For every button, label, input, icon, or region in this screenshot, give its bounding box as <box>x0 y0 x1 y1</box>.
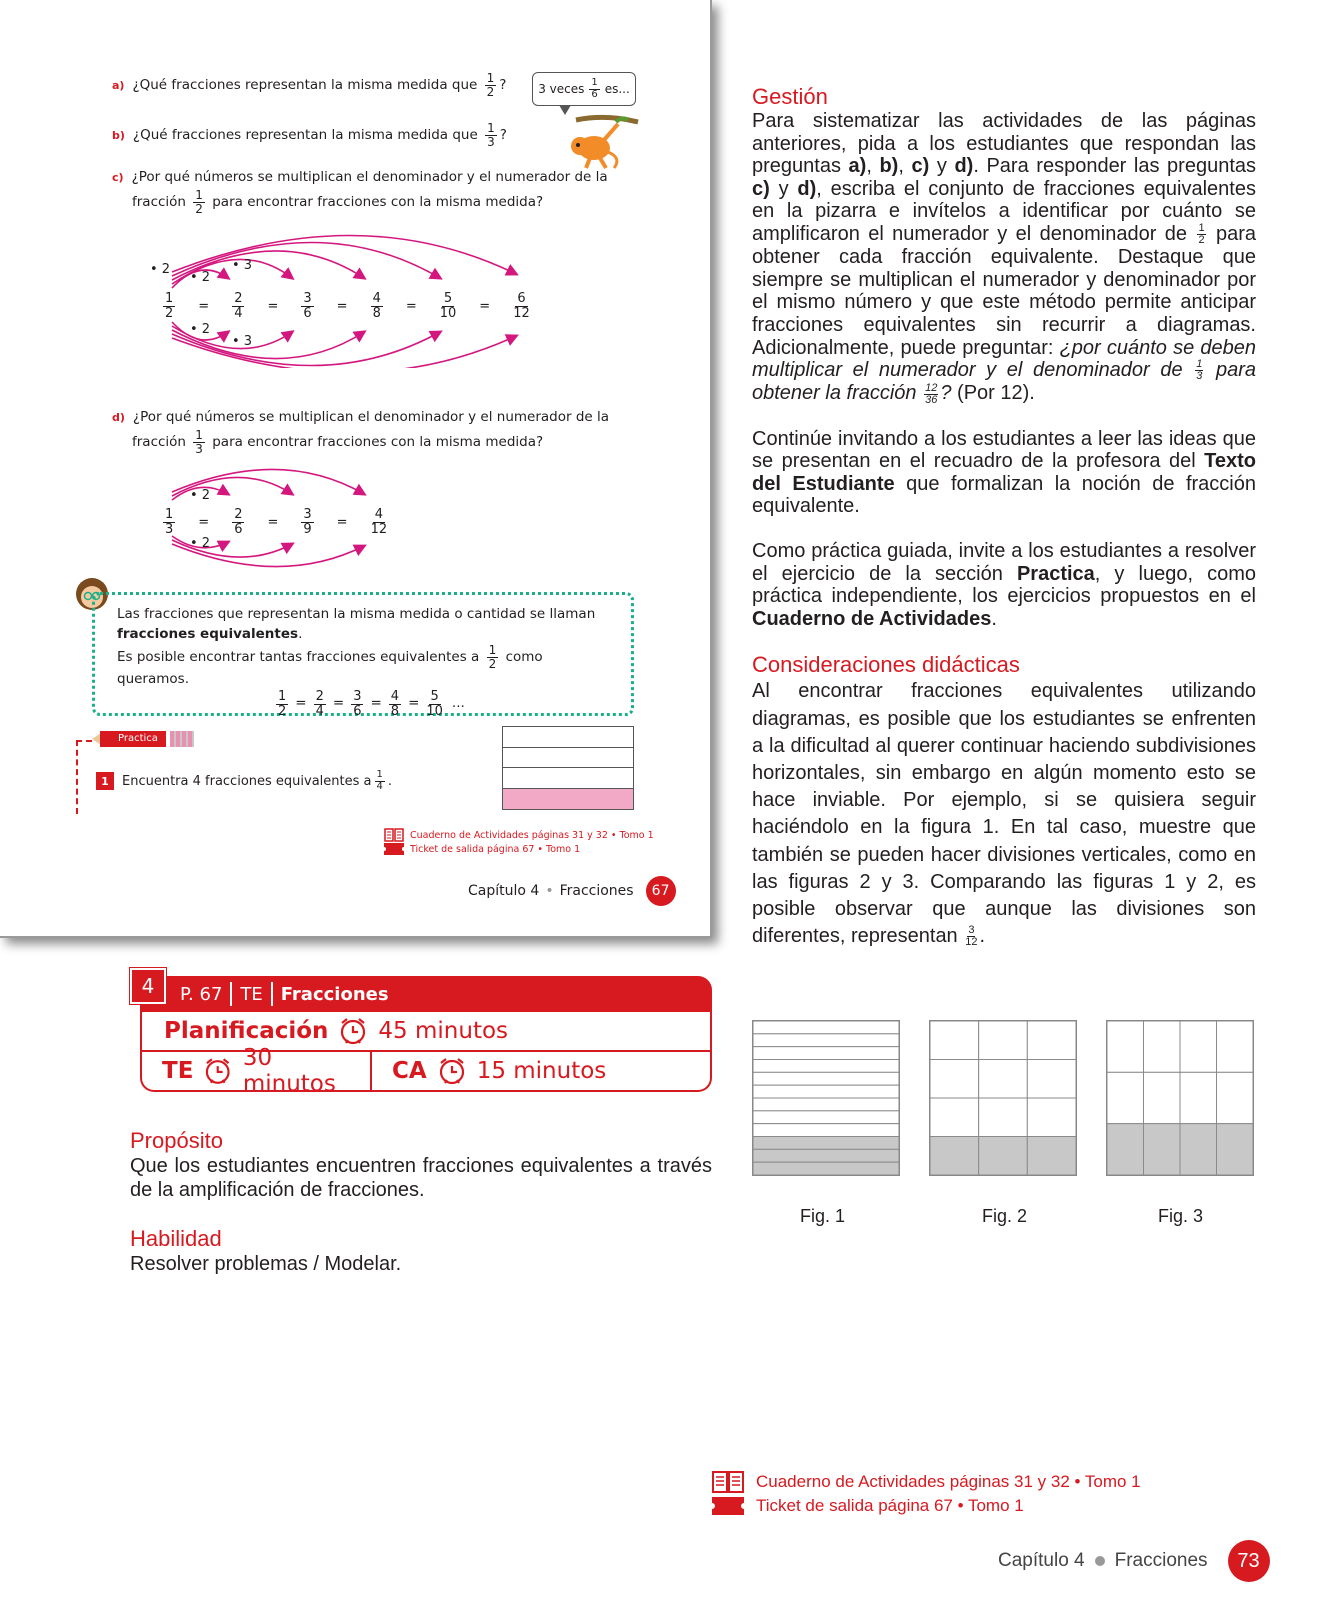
exercise-1 <box>96 770 392 792</box>
fraction <box>371 292 383 320</box>
numerator: 1 <box>488 643 497 658</box>
numerator: 3 <box>303 291 312 306</box>
grid-cell <box>1180 1021 1217 1072</box>
question-c-line2-post: para encontrar fracciones con la misma medida? <box>212 194 544 211</box>
definition-box <box>92 592 634 719</box>
fraction <box>513 292 530 320</box>
bubble-fraction <box>589 78 599 100</box>
grid-cell <box>930 1060 979 1099</box>
small-ref-ticket-text: Ticket de salida página 67 • Tomo 1 <box>410 843 581 855</box>
definition-period: . <box>298 625 303 642</box>
planificacion-time: 45 minutos <box>378 1018 509 1044</box>
figure-3-label: Fig. 3 <box>1158 1206 1204 1226</box>
book-page-number: 67 <box>646 876 676 906</box>
arrow-top-4 <box>172 242 440 278</box>
numerator: 2 <box>234 507 243 522</box>
figure-1-diagram <box>752 1020 900 1176</box>
definition-line1: Las fracciones que representan la misma medida o cantidad se llaman <box>117 606 596 622</box>
denominator: 12 <box>965 936 978 949</box>
grid-cell <box>930 1098 979 1137</box>
denominator: 8 <box>390 703 400 719</box>
shaded-cell <box>1217 1124 1254 1175</box>
figure-2-label: Fig. 2 <box>982 1206 1028 1226</box>
denominator: 2 <box>165 305 174 321</box>
equals-sign: = <box>336 298 348 314</box>
denominator: 2 <box>195 201 203 216</box>
bold-run: Practica <box>1016 562 1095 585</box>
bold-run: d) <box>797 177 817 200</box>
alarm-clock-icon <box>203 1056 232 1086</box>
numerator: 3 <box>353 688 362 704</box>
consideraciones-paragraph <box>752 678 1256 950</box>
text-run: y <box>929 155 955 178</box>
equals-sign: = <box>295 695 307 712</box>
numerator: 5 <box>430 688 439 704</box>
text-run: . Para responder las preguntas <box>973 155 1257 178</box>
book-page-footer <box>468 876 676 906</box>
grid-cell <box>753 1124 899 1137</box>
numerator: 1 <box>165 507 174 522</box>
chapter-dot: • <box>545 883 554 899</box>
ca-cell <box>372 1052 606 1090</box>
question-c-letter: c) <box>112 171 124 184</box>
inline-fraction <box>1195 359 1203 382</box>
separator-dot <box>1095 1556 1105 1566</box>
denominator: 8 <box>372 305 381 321</box>
question-c-line1: ¿Por qué números se multiplican el denominador y el numerador de la <box>131 169 608 185</box>
question-mark: ? <box>499 127 507 144</box>
habilidad-heading: Habilidad <box>130 1226 222 1251</box>
gestion-heading: Gestión <box>752 84 828 109</box>
grid-cell <box>930 1021 979 1060</box>
equals-sign: = <box>267 298 279 314</box>
chapter-label: Capítulo 4 <box>468 883 540 899</box>
numerator: 2 <box>234 291 243 306</box>
exercise-period: . <box>387 773 393 789</box>
shaded-cell <box>1144 1124 1181 1175</box>
grid-cell <box>753 1098 899 1111</box>
shaded-cell <box>979 1137 1028 1176</box>
divider <box>271 982 273 1006</box>
denominator: 12 <box>513 305 530 321</box>
denominator: 6 <box>303 305 312 321</box>
planning-te: TE <box>240 983 263 1005</box>
question-a-fraction <box>485 72 497 98</box>
denominator: 6 <box>353 703 362 719</box>
grid-cell <box>753 1021 899 1034</box>
chapter-title: Fracciones <box>559 883 634 899</box>
question-c <box>112 166 640 215</box>
denominator: 6 <box>234 521 243 537</box>
grid-cell <box>1027 1021 1076 1060</box>
numerator: 1 <box>195 427 203 442</box>
planning-box <box>130 968 712 1097</box>
text-run: (Por 12). <box>951 382 1035 405</box>
question-mark: ? <box>499 77 507 94</box>
definition-line3-pre: Es posible encontrar tantas fracciones equivalentes a <box>117 649 480 666</box>
ellipsis: ... <box>451 695 465 712</box>
question-b-text: ¿Qué fracciones representan la misma medida que <box>132 127 478 144</box>
mult-label-top-2: • 2 <box>150 262 171 277</box>
shaded-cell <box>753 1137 899 1150</box>
definition-chain <box>273 690 615 718</box>
rect-row <box>503 768 633 789</box>
text-run: Como práctica guiada, invite a los estudiantes a resolver el ejercicio de la sección <box>752 539 1256 585</box>
question-c-line2-pre: fracción <box>132 194 186 211</box>
text-run: y <box>769 177 798 200</box>
equals-sign: = <box>198 514 210 530</box>
bold-run: c) <box>911 155 930 178</box>
shaded-cell <box>1107 1124 1144 1175</box>
denominator: 3 <box>487 134 495 149</box>
text-run: , escriba el conjunto de fracciones equivalentes en la pizarra e invítelos a identificar por cuánto se amplificaron el numerador y el denominador de <box>752 177 1256 245</box>
arrow-bottom-4 <box>172 332 440 366</box>
numerator: 6 <box>517 291 526 306</box>
grid-cell <box>1027 1060 1076 1099</box>
mult-label-top-3: • 3 <box>232 258 253 273</box>
te-time: 30 minutos <box>242 1045 336 1097</box>
fraction <box>371 508 388 536</box>
equals-sign: = <box>267 514 279 530</box>
equals-sign: = <box>479 298 491 314</box>
ref-cuaderno <box>712 1470 1141 1494</box>
ticket-icon <box>384 843 404 855</box>
rect-row <box>503 748 633 769</box>
grid-cell <box>753 1072 899 1085</box>
text-run: Continúe invitando a los estudiantes a leer las ideas que se presentan en el recuadro de la profesora del <box>752 427 1256 473</box>
denominator: 4 <box>315 703 324 719</box>
denominator: 2 <box>278 703 287 719</box>
grid-cell <box>1107 1021 1144 1072</box>
student-book-page <box>0 0 712 938</box>
te-cell <box>142 1045 372 1097</box>
gestion-paragraph-2 <box>752 428 1256 518</box>
small-ref-cuaderno-text: Cuaderno de Actividades páginas 31 y 32 • Tomo 1 <box>410 829 654 841</box>
numerator: 3 <box>968 924 975 937</box>
planning-header <box>140 976 712 1012</box>
text-run: . <box>991 607 997 630</box>
definition-term <box>117 625 615 645</box>
grid-cell <box>979 1060 1028 1099</box>
mult-label-top-2: • 2 <box>190 488 211 503</box>
numerator: 1 <box>486 71 495 85</box>
grid-cell <box>1144 1021 1181 1072</box>
numerator: 1 <box>165 291 174 306</box>
fraction <box>163 508 175 536</box>
denominator: 2 <box>488 656 497 671</box>
numerator: 1 <box>487 121 495 135</box>
te-label: TE <box>162 1058 194 1084</box>
divider <box>230 982 232 1006</box>
numerator: 2 <box>315 688 324 704</box>
italic-run: para obtener la fracción <box>752 359 1256 405</box>
planning-body <box>140 1012 712 1097</box>
question-d-line2-pre: fracción <box>132 434 186 451</box>
equals-sign: = <box>408 695 420 712</box>
grid-cell <box>979 1021 1028 1060</box>
question-d-letter: d) <box>112 411 125 424</box>
numerator: 1 <box>278 688 287 704</box>
shaded-cell <box>930 1137 979 1176</box>
fraction <box>163 292 175 320</box>
bubble-text: 3 veces <box>538 82 585 96</box>
grid-cell <box>753 1085 899 1098</box>
grid-cell <box>979 1098 1028 1137</box>
numerator: 1 <box>195 187 203 202</box>
exercise-text: Encuentra 4 fracciones equivalentes a <box>122 773 372 789</box>
text-run: Al encontrar fracciones equivalentes utilizando diagramas, es posible que los estudiantes se enfrenten a la dificultad al querer continuar haciendo subdivisiones horizontales, sin embargo en algún momento esto se hace inviable. Por ejemplo, si se quisiera seguir haciéndolo en la figura 1. En tal caso, muestre que también se pueden hacer divisiones verticales, como en las figuras 2 y 3. Comparando las figuras 1 y 2, es posible observar que aunque las divisiones son diferentes, representan <box>752 680 1256 948</box>
question-a <box>112 72 506 98</box>
fraction <box>314 690 326 718</box>
italic-run: ? <box>940 382 952 405</box>
numerator: 5 <box>443 291 453 306</box>
text-run: que formalizan la noción de fracción equivalente. <box>752 472 1256 518</box>
monkey-illustration <box>556 112 640 172</box>
book-icon <box>712 1470 744 1494</box>
denominator: 4 <box>234 305 243 321</box>
grid-cell <box>753 1047 899 1060</box>
bold-run: b) <box>879 155 899 178</box>
shaded-cell <box>1180 1124 1217 1175</box>
grid-cell <box>753 1034 899 1047</box>
grid-figure <box>753 1021 899 1175</box>
equals-sign: = <box>198 298 210 314</box>
question-a-text: ¿Qué fracciones representan la misma medida que <box>132 77 478 94</box>
grid-cell <box>1144 1072 1181 1123</box>
speech-bubble <box>532 72 636 106</box>
inline-fraction <box>924 383 938 406</box>
ticket-icon <box>712 1497 744 1515</box>
grid-figure <box>1107 1021 1253 1175</box>
proposito-heading: Propósito <box>130 1128 223 1153</box>
bubble-text-end: es... <box>604 82 630 96</box>
gestion-paragraph-1 <box>752 110 1256 406</box>
lesson-number: 4 <box>130 968 166 1004</box>
question-d-line1: ¿Por qué números se multiplican el denominador y el numerador de la <box>132 409 610 425</box>
figure-1-label: Fig. 1 <box>800 1206 846 1226</box>
arrow-top-5 <box>172 235 516 274</box>
exercise-number: 1 <box>96 772 114 790</box>
shaded-cell <box>753 1149 899 1162</box>
numerator: 1 <box>1198 222 1205 235</box>
ref-ticket-text: Ticket de salida página 67 • Tomo 1 <box>756 1496 1024 1515</box>
chapter-label: Capítulo 4 <box>998 1550 1085 1571</box>
text-run: para obtener cada fracción equivalente. Destaque que siempre se multiplican el numerador y denominador por el mismo número y que este método permite anticipar fracciones equivalentes sin recurrir a diagramas. Adicionalmente, puede preguntar: <box>752 222 1257 359</box>
mult-label-bottom-2: • 2 <box>190 322 211 337</box>
denominator: 9 <box>303 521 312 537</box>
text-run: , <box>866 155 880 178</box>
inline-fraction <box>965 925 977 948</box>
fraction <box>301 508 313 536</box>
planning-total-row <box>142 1012 710 1052</box>
numerator: 12 <box>925 381 938 394</box>
denominator: 10 <box>439 305 457 321</box>
rect-row <box>503 727 633 748</box>
definition-line3-post: como queramos. <box>117 649 543 688</box>
question-d-line2-post: para encontrar fracciones con la misma medida? <box>212 434 544 451</box>
grid-cell <box>1217 1072 1254 1123</box>
denominator: 4 <box>376 780 383 792</box>
denominator: 3 <box>165 521 174 537</box>
fraction <box>301 292 313 320</box>
equals-sign: = <box>370 695 382 712</box>
denominator: 3 <box>195 441 203 456</box>
ca-label: CA <box>392 1058 427 1084</box>
alarm-clock-icon <box>338 1016 368 1046</box>
small-ref-cuaderno <box>384 828 654 842</box>
shaded-cell <box>1027 1137 1076 1176</box>
numerator: 3 <box>303 507 312 522</box>
question-b-letter: b) <box>112 129 125 143</box>
denominator: 2 <box>486 84 495 99</box>
page-number: 73 <box>1228 1540 1270 1582</box>
question-b-fraction <box>485 122 497 148</box>
text-run: Para sistematizar las actividades de las páginas anteriores, pida a los estudiantes que respondan las preguntas <box>752 110 1256 178</box>
practica-label: Practica <box>100 731 166 747</box>
planificacion-label: Planificación <box>164 1018 329 1044</box>
numerator: 4 <box>374 507 383 522</box>
denominator: 12 <box>370 521 388 537</box>
right-column <box>752 84 1256 950</box>
figure-2-diagram <box>929 1020 1077 1176</box>
italic-run: ¿por cuánto se deben multiplicar el numerador y el denominador de <box>752 336 1256 382</box>
figure-3-diagram <box>1106 1020 1254 1176</box>
definition-bold: fracciones equivalentes <box>117 625 299 642</box>
consideraciones-heading: Consideraciones didácticas <box>752 652 1020 678</box>
shaded-cell <box>753 1162 899 1175</box>
planning-page: P. 67 <box>180 983 223 1005</box>
chapter-title: Fracciones <box>1114 1550 1208 1571</box>
grid-figure <box>930 1021 1076 1175</box>
page-footer <box>998 1540 1270 1582</box>
fraction <box>351 690 363 718</box>
definition-fraction <box>487 644 499 670</box>
mult-label-top-2: • 2 <box>190 270 211 285</box>
grid-cell <box>1107 1072 1144 1123</box>
grid-cell <box>1180 1072 1217 1123</box>
text-run: . <box>979 925 986 948</box>
grid-cell <box>753 1060 899 1073</box>
alarm-clock-icon <box>437 1056 467 1086</box>
rect-row-shaded <box>503 789 633 810</box>
practica-bracket <box>76 740 92 814</box>
grid-cell <box>1027 1098 1076 1137</box>
planning-split-row <box>142 1045 710 1097</box>
numerator: 1 <box>376 769 383 780</box>
gestion-paragraph-3 <box>752 540 1256 630</box>
question-b <box>112 122 507 148</box>
fraction <box>232 292 244 320</box>
planning-title: Fracciones <box>280 983 389 1005</box>
denominator: 6 <box>591 88 598 100</box>
equivalent-chain-halves <box>160 292 533 320</box>
text-run: , <box>898 155 912 178</box>
bold-run: c) <box>752 177 770 200</box>
question-a-letter: a) <box>112 79 125 93</box>
denominator: 3 <box>1196 370 1203 383</box>
text-run: , y luego, como práctica independiente, los ejercicios propuestos en el <box>752 562 1256 608</box>
equals-sign: = <box>332 695 345 712</box>
fraction <box>440 292 457 320</box>
denominator: 36 <box>925 393 938 406</box>
bold-run: d) <box>954 155 974 178</box>
numerator: 1 <box>1196 358 1203 371</box>
pencil-eraser-icon <box>170 731 194 747</box>
equals-sign: = <box>336 514 348 530</box>
numerator: 4 <box>390 688 400 704</box>
ca-time: 15 minutos <box>476 1058 607 1084</box>
fraction <box>426 690 443 718</box>
ref-cuaderno-text: Cuaderno de Actividades páginas 31 y 32 • Tomo 1 <box>756 1472 1141 1491</box>
equals-sign: = <box>405 298 417 314</box>
habilidad-text: Resolver problemas / Modelar. <box>130 1253 402 1275</box>
equivalent-chain-thirds <box>160 508 390 536</box>
bold-run: Cuaderno de Actividades <box>752 607 992 630</box>
fraction <box>276 690 288 718</box>
bold-run: a) <box>848 155 867 178</box>
ref-ticket <box>712 1496 1024 1516</box>
fraction <box>232 508 244 536</box>
fraction <box>389 690 401 718</box>
small-ref-ticket <box>384 843 580 855</box>
question-d <box>112 406 640 455</box>
mult-label-bottom-2: • 2 <box>190 536 211 551</box>
definition-line3 <box>117 644 615 690</box>
inline-fraction <box>1197 223 1205 246</box>
numerator: 4 <box>372 291 381 306</box>
mult-label-bottom-3: • 3 <box>232 334 253 349</box>
book-icon <box>384 828 404 842</box>
numerator: 1 <box>591 77 598 88</box>
question-d-fraction <box>193 429 205 455</box>
question-c-fraction <box>193 189 205 215</box>
quarter-rectangle-figure <box>502 726 634 810</box>
exercise-fraction <box>375 770 385 792</box>
bold-run: Texto del Estudiante <box>752 450 1256 495</box>
grid-cell <box>1217 1021 1254 1072</box>
denominator: 2 <box>1198 234 1205 247</box>
denominator: 10 <box>426 703 443 719</box>
grid-cell <box>753 1111 899 1124</box>
proposito-text: Que los estudiantes encuentren fracciones equivalentes a través de la amplificación de fracciones. <box>130 1155 712 1201</box>
